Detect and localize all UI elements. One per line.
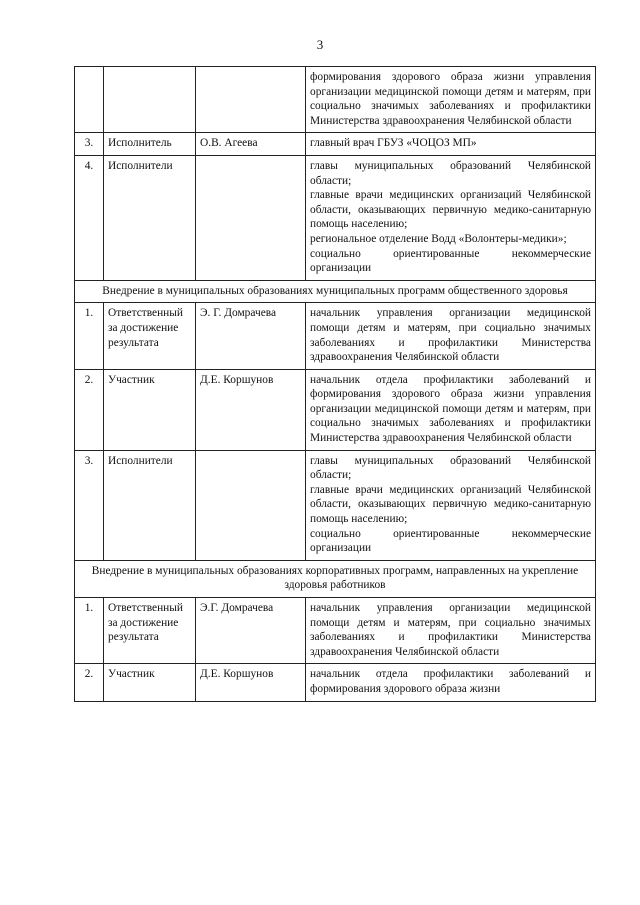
- person-name-cell: Э. Г. Домрачева: [196, 303, 306, 369]
- table-row: [75, 450, 596, 560]
- position-description-cell: [306, 133, 596, 156]
- role-cell: Участник: [104, 664, 196, 701]
- description-line: начальник управления организации медицинской помощи детям и матерям, при социально значимых заболеваниях и профилактики Министерства здравоохранения Челябинской области: [310, 602, 591, 658]
- position-description-cell: [306, 664, 596, 701]
- role-cell: Участник: [104, 369, 196, 450]
- person-name-cell: Д.Е. Коршунов: [196, 664, 306, 701]
- position-description-cell: [306, 450, 596, 560]
- table-row: [75, 369, 596, 450]
- role-cell: Исполнители: [104, 450, 196, 560]
- table-row: [75, 155, 596, 280]
- person-name-cell: [196, 67, 306, 133]
- position-description-cell: [306, 67, 596, 133]
- person-name-cell: [196, 155, 306, 280]
- row-number: 1.: [75, 598, 104, 664]
- table-row: [75, 67, 596, 133]
- page-number: 3: [316, 37, 324, 52]
- table-row: [75, 664, 596, 701]
- role-cell: Ответственный за достижение результата: [104, 598, 196, 664]
- table-row: [75, 303, 596, 369]
- row-number: 2.: [75, 369, 104, 450]
- row-number: [75, 67, 104, 133]
- description-line: начальник отдела профилактики заболеваний и формирования здорового образа жизни управления организации медицинской помощи детям и матерям, при социально значимых заболеваниях и профилактики Министерства здравоохранения Челябинской области: [310, 373, 591, 445]
- role-cell: [104, 67, 196, 133]
- table-row: [75, 598, 596, 664]
- position-description-cell: [306, 155, 596, 280]
- person-name-cell: Д.Е. Коршунов: [196, 369, 306, 450]
- section-header-row: [75, 560, 596, 597]
- responsibility-table: [74, 66, 596, 702]
- person-name-cell: [196, 450, 306, 560]
- description-line: главные врачи медицинских организаций Челябинской области, оказывающих первичную медико-санитарную помощь населению;: [310, 189, 591, 231]
- section-title: Внедрение в муниципальных образованиях муниципальных программ общественного здоровья: [75, 280, 596, 303]
- description-line: начальник управления организации медицинской помощи детям и матерям, при социально значимых заболеваниях и профилактики Министерства здравоохранения Челябинской области: [310, 307, 591, 364]
- description-line: социально ориентированные некоммерческие организации: [310, 527, 591, 555]
- description-line: главы муниципальных образований Челябинской области;: [310, 454, 591, 482]
- role-cell: Ответственный за достижение результата: [104, 303, 196, 369]
- row-number: 4.: [75, 155, 104, 280]
- role-cell: Исполнители: [104, 155, 196, 280]
- position-description-cell: [306, 303, 596, 369]
- description-line: главные врачи медицинских организаций Челябинской области, оказывающих первичную медико-санитарную помощь населению;: [310, 483, 591, 526]
- description-line: главный врач ГБУЗ «ЧОЦОЗ МП»: [310, 137, 477, 150]
- description-line: региональное отделение Водд «Волонтеры-медики»;: [310, 232, 567, 245]
- table-row: [75, 133, 596, 156]
- row-number: 1.: [75, 303, 104, 369]
- person-name-cell: Э.Г. Домрачева: [196, 598, 306, 664]
- description-line: социально ориентированные некоммерческие организации: [310, 247, 591, 275]
- role-cell: Исполнитель: [104, 133, 196, 156]
- person-name-cell: О.В. Агеева: [196, 133, 306, 156]
- row-number: 2.: [75, 664, 104, 701]
- description-line: начальник отдела профилактики заболеваний и формирования здорового образа жизни: [310, 668, 591, 695]
- position-description-cell: [306, 369, 596, 450]
- row-number: 3.: [75, 450, 104, 560]
- section-header-row: [75, 280, 596, 303]
- description-line: формирования здорового образа жизни управления организации медицинской помощи детям и матерям, при социально значимых заболеваниях и профилактики Министерства здравоохранения Челябинской области: [310, 71, 591, 127]
- position-description-cell: [306, 598, 596, 664]
- section-title: Внедрение в муниципальных образованиях корпоративных программ, направленных на укрепление здоровья работников: [75, 560, 596, 597]
- row-number: 3.: [75, 133, 104, 156]
- table-body: [75, 67, 596, 702]
- description-line: главы муниципальных образований Челябинской области;: [310, 159, 591, 187]
